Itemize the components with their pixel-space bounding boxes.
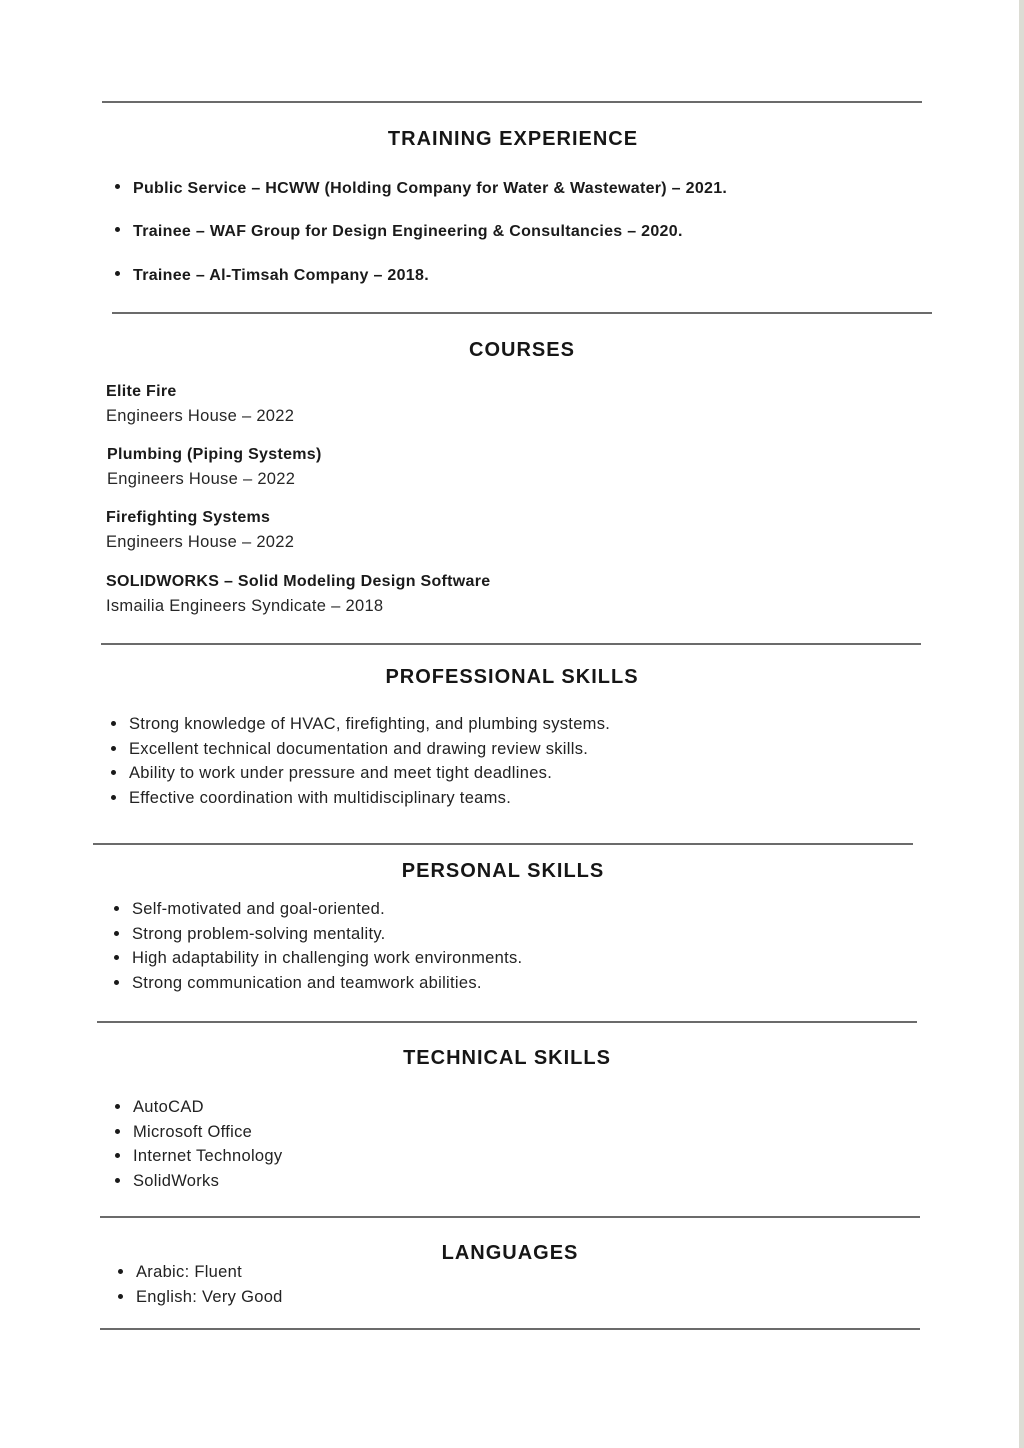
professional-skills-list [108,712,610,810]
list-item: AutoCAD [112,1095,282,1120]
divider [97,1021,917,1023]
section-heading-training: TRAINING EXPERIENCE [387,128,639,150]
list-item: Ability to work under pressure and meet tight deadlines. [108,761,610,786]
personal-skills-list [111,897,522,995]
languages-list [115,1260,283,1309]
page-edge [1019,0,1024,1448]
list-item: Strong problem-solving mentality. [111,922,522,947]
list-item: High adaptability in challenging work environments. [111,946,522,971]
divider [112,312,932,314]
course-title: SOLIDWORKS – Solid Modeling Design Software [106,573,491,590]
divider [93,843,913,845]
course-detail: Engineers House – 2022 [107,470,296,488]
list-item: SolidWorks [112,1169,282,1194]
course-entry [106,379,294,429]
list-item: Public Service – HCWW (Holding Company for Water & Wastewater) – 2021. [112,176,727,201]
course-detail: Engineers House – 2022 [106,407,295,425]
course-entry [107,442,322,492]
list-item: Effective coordination with multidisciplinary teams. [108,786,610,811]
section-heading-languages: LANGUAGES [441,1242,579,1264]
course-detail: Ismailia Engineers Syndicate – 2018 [106,597,384,615]
list-item: Trainee – Al-Timsah Company – 2018. [112,263,727,288]
divider [100,1216,920,1218]
section-heading-personal-skills: PERSONAL SKILLS [401,860,605,882]
divider [100,1328,920,1330]
list-item: Excellent technical documentation and drawing review skills. [108,737,610,762]
course-detail: Engineers House – 2022 [106,533,295,551]
course-title: Elite Fire [106,383,177,400]
course-title: Plumbing (Piping Systems) [107,446,322,463]
divider [101,643,921,645]
list-item: Self-motivated and goal-oriented. [111,897,522,922]
list-item: Strong communication and teamwork abilities. [111,971,522,996]
list-item: Arabic: Fluent [115,1260,283,1285]
list-item: Microsoft Office [112,1120,282,1145]
course-entry [106,505,294,555]
section-heading-technical-skills: TECHNICAL SKILLS [403,1047,611,1069]
section-heading-courses: COURSES [469,339,575,361]
list-item: Internet Technology [112,1144,282,1169]
list-item: Strong knowledge of HVAC, firefighting, and plumbing systems. [108,712,610,737]
list-item: Trainee – WAF Group for Design Engineering & Consultancies – 2020. [112,219,727,244]
course-title: Firefighting Systems [106,509,271,526]
section-heading-professional-skills: PROFESSIONAL SKILLS [385,666,639,688]
technical-skills-list [112,1095,282,1193]
divider [102,101,922,103]
training-list [112,176,727,288]
list-item: English: Very Good [115,1285,283,1310]
course-entry [106,569,490,619]
